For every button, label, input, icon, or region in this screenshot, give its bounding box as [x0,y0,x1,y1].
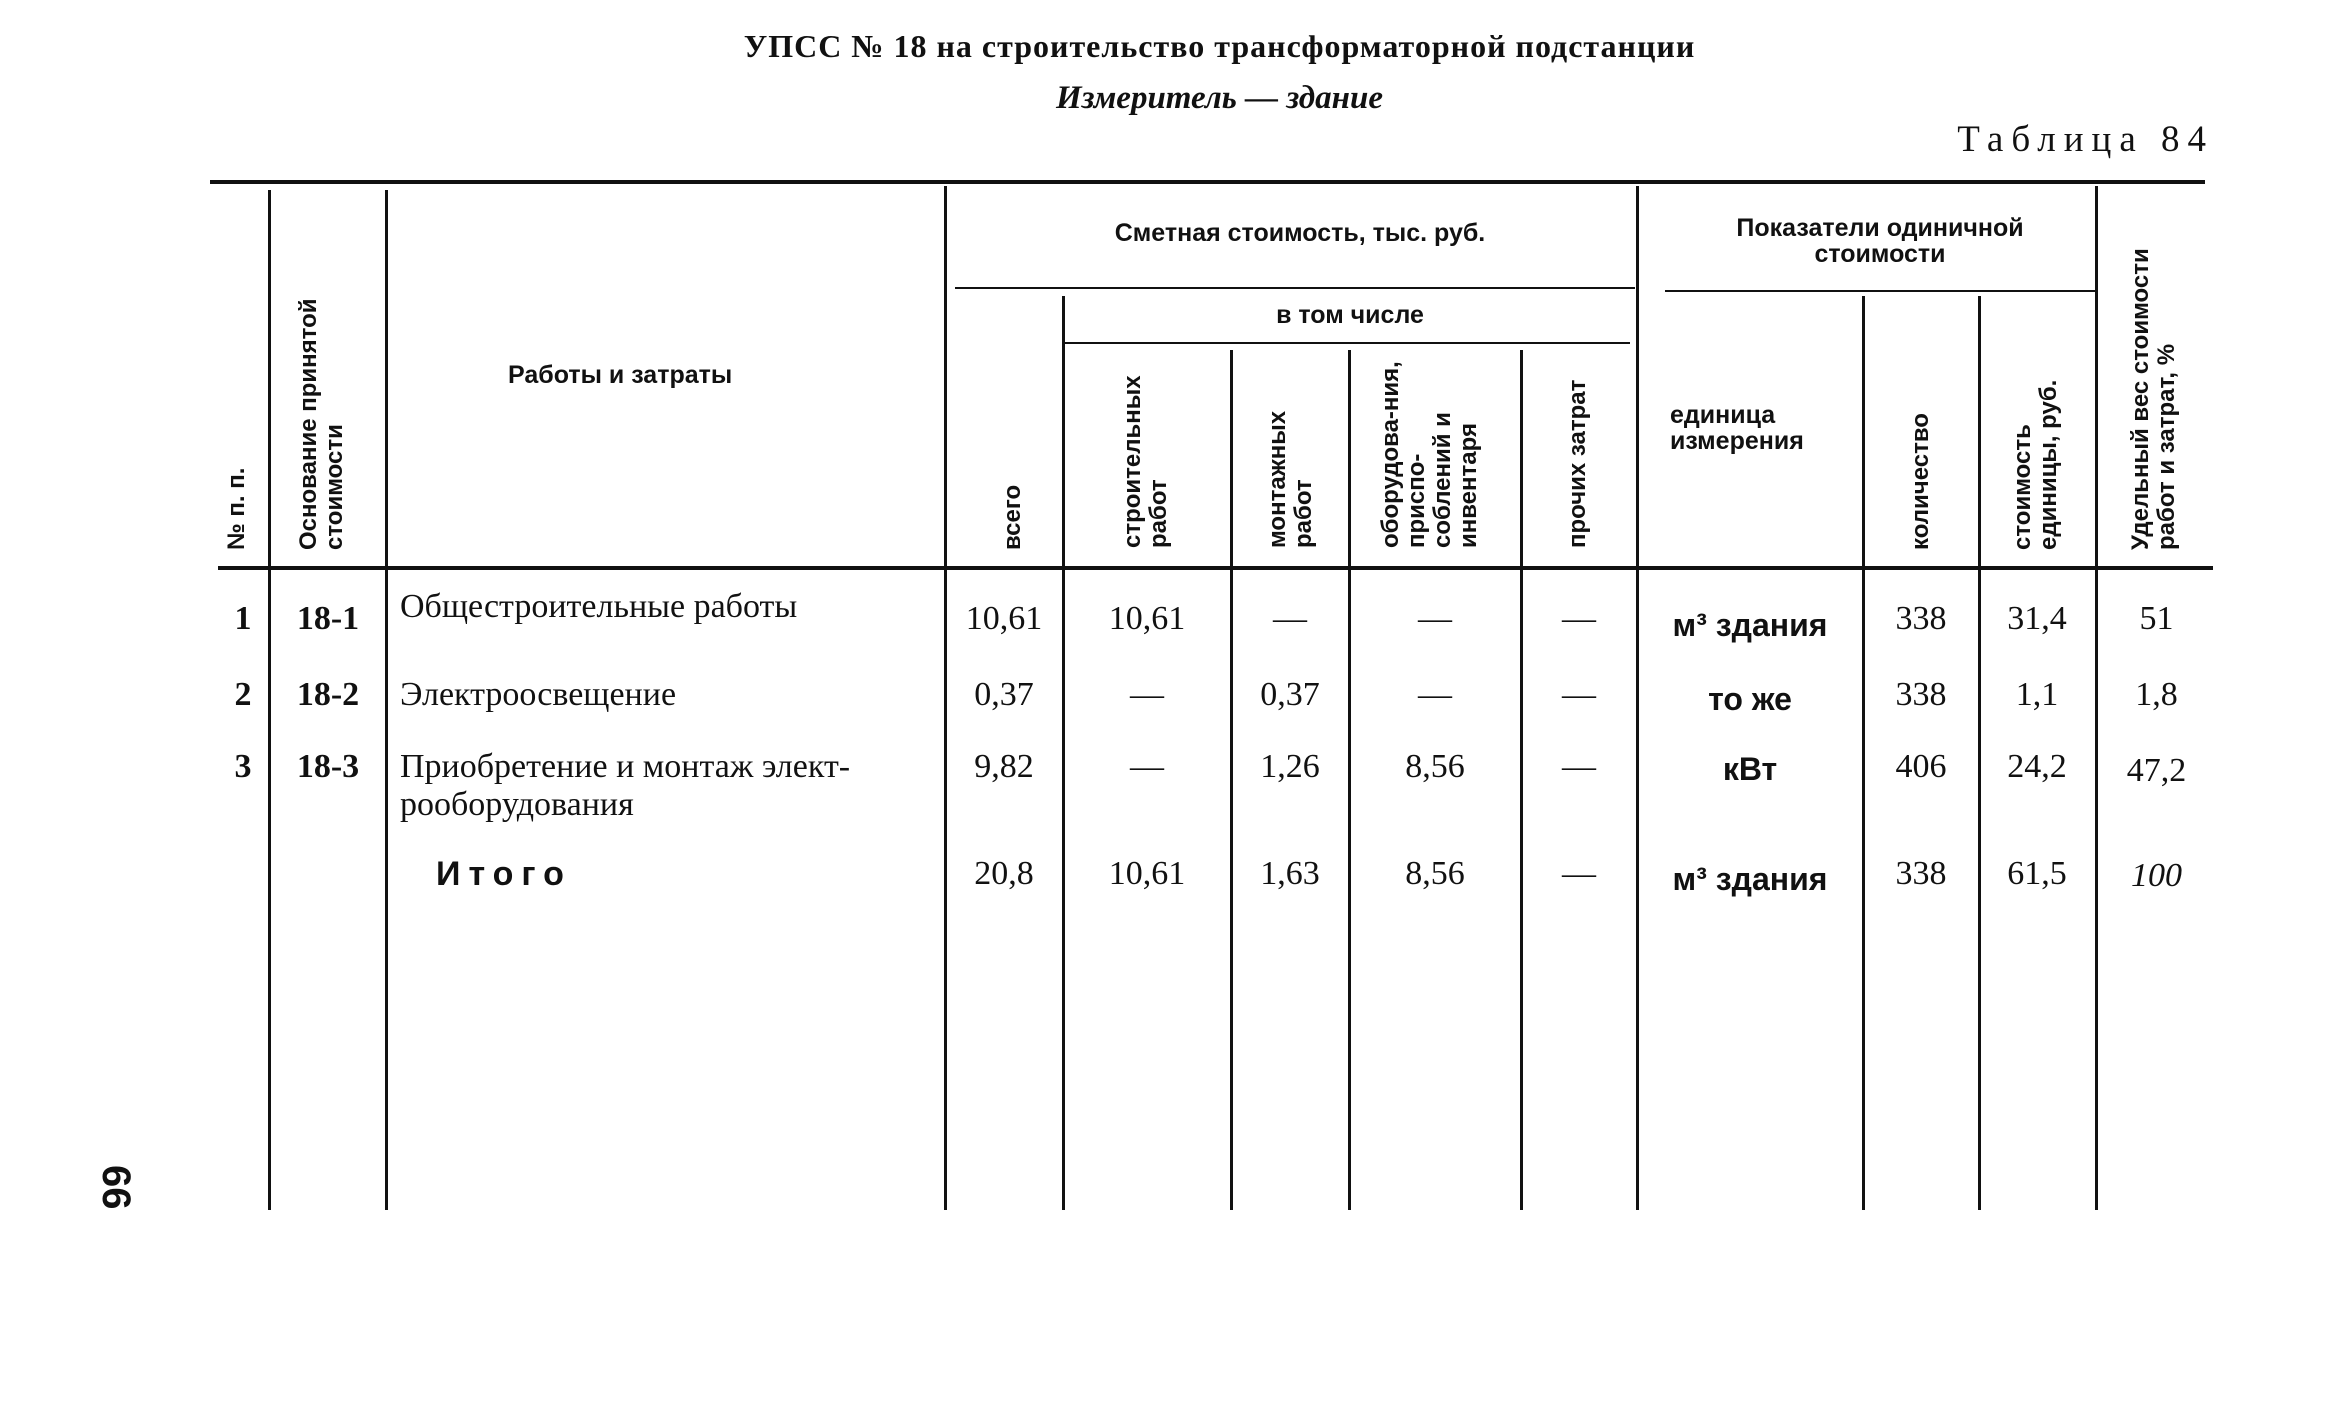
table-row-2-num: 2 [234,676,252,713]
header-unit-group: Показатели одиничной стоимости [1736,214,2024,268]
table-row-2-other: — [1562,676,1596,713]
table-row-1-num: 1 [234,600,252,637]
cost-group-rule [955,287,1635,289]
col-divider-1 [268,190,271,1210]
table-row-3-unit: кВт [1722,751,1778,787]
col-divider-4 [1062,296,1065,1210]
table-row-3-construction: — [1130,748,1164,785]
document-subtitle: Измеритель — здание [1055,80,1384,116]
header-construction: строительных работ [1119,375,1172,548]
table-row-3-works-cont: рооборудования [400,786,634,823]
header-share: Удельный вес стоимости работ и затрат, % [2127,248,2180,550]
total-row-quantity: 338 [1895,855,1947,892]
table-row-1-unit: м³ здания [1672,607,1828,643]
col-divider-10 [1978,296,1981,1210]
header-quantity: количество [1907,413,1934,550]
header-bottom-rule [218,566,2213,570]
page-number: 66 [94,1165,138,1210]
header-equipment: оборудова-ния, приспо-соблений и инвентаря [1377,361,1482,548]
header-num: № п. п. [223,467,250,550]
table-row-2-total: 0,37 [974,676,1034,713]
document-title: УПСС № 18 на строительство трансформаторной подстанции [743,28,1696,64]
table-row-2-share: 1,8 [2135,676,2178,713]
table-row-3-share: 47,2 [2126,752,2187,789]
table-row-3-equipment: 8,56 [1405,748,1465,785]
unit-group-rule [1665,290,2095,292]
total-row-unit-cost: 61,5 [2007,855,2067,892]
total-row-share: 100 [2131,857,2182,894]
total-row-construction: 10,61 [1108,855,1186,892]
table-row-3-unit-cost: 24,2 [2007,748,2067,785]
total-row-installation: 1,63 [1260,855,1320,892]
header-unit-cost: стоимость единицы, руб. [2009,379,2062,550]
table-row-3-basis: 18-3 [296,748,360,785]
table-row-1-works: Общестроительные работы [400,588,798,625]
total-row-label: Итого [436,855,572,893]
table-top-rule [210,180,2205,184]
header-cost-group: Сметная стоимость, тыс. руб. [1114,219,1486,247]
table-row-1-quantity: 338 [1895,600,1947,637]
table-row-2-equipment: — [1418,676,1452,713]
table-label: Таблица 84 [1957,119,2214,160]
table-row-2-basis: 18-2 [296,676,360,713]
header-works: Работы и затраты [508,361,733,389]
table-row-1-unit-cost: 31,4 [2007,600,2067,637]
col-divider-5 [1230,350,1233,1210]
table-row-2-installation: 0,37 [1260,676,1320,713]
total-row-total: 20,8 [974,855,1034,892]
col-divider-9 [1862,296,1865,1210]
table-row-1-installation: — [1273,600,1307,637]
header-other: прочих затрат [1564,379,1591,548]
col-divider-11 [2095,186,2098,1210]
col-divider-3 [944,186,947,1210]
table-row-1-other: — [1562,600,1596,637]
table-row-1-basis: 18-1 [296,600,360,637]
header-unit: единица измерения [1670,401,1804,455]
table-row-2-construction: — [1130,676,1164,713]
table-row-3-quantity: 406 [1895,748,1947,785]
total-row-unit: м³ здания [1672,861,1828,897]
including-rule [1065,342,1630,344]
table-row-3-installation: 1,26 [1260,748,1320,785]
table-row-2-works: Электроосвещение [400,676,677,713]
header-including: в том числе [1276,301,1424,329]
table-row-3-total: 9,82 [974,748,1034,785]
col-divider-2 [385,190,388,1210]
table-row-2-quantity: 338 [1895,676,1947,713]
table-row-3-other: — [1562,748,1596,785]
col-divider-7 [1520,350,1523,1210]
header-basis: Основание принятой стоимости [295,298,348,550]
header-total: всего [999,484,1026,550]
table-row-1-share: 51 [2139,600,2174,637]
table-row-3-num: 3 [234,748,252,785]
table-row-2-unit-cost: 1,1 [2015,676,2059,713]
table-row-1-equipment: — [1418,600,1452,637]
table-row-1-total: 10,61 [965,600,1043,637]
header-installation: монтажных работ [1264,410,1317,548]
table-row-3-works: Приобретение и монтаж элект- [400,748,851,785]
total-row-equipment: 8,56 [1405,855,1465,892]
col-divider-8 [1636,186,1639,1210]
col-divider-6 [1348,350,1351,1210]
total-row-other: — [1562,855,1596,892]
table-row-2-unit: то же [1708,681,1792,717]
table-row-1-construction: 10,61 [1108,600,1186,637]
